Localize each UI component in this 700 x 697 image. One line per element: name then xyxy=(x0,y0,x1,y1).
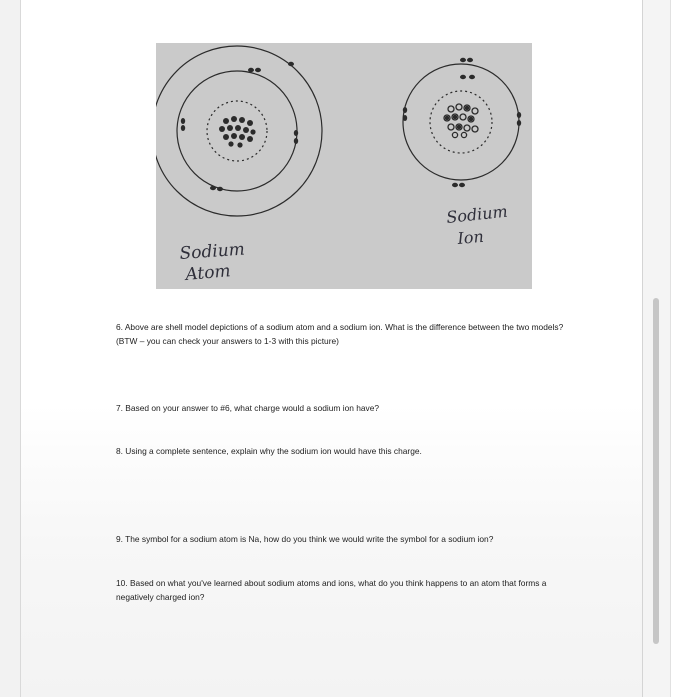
sodium-ion-label-line1: Sodium xyxy=(445,201,509,227)
shell-model-drawing xyxy=(156,43,532,289)
sodium-atom-label-line2: Atom xyxy=(184,261,232,285)
question-8: 8. Using a complete sentence, explain why the sodium ion would have this charge. xyxy=(116,446,422,456)
sodium-atom-label-line1: Sodium xyxy=(178,239,246,264)
question-7: 7. Based on your answer to #6, what charge would a sodium ion have? xyxy=(116,403,380,413)
question-6: 6. Above are shell model depictions of a sodium atom and a sodium ion. What is the difference between the two models? (BTW – you can check your answers to 1-3 with this picture) xyxy=(116,322,564,346)
question-9: 9. The symbol for a sodium atom is Na, how do you think we would write the symbol for a sodium ion? xyxy=(116,534,494,544)
sodium-ion-label-line2: Ion xyxy=(456,226,485,248)
question-10: 10. Based on what you've learned about sodium atoms and ions, what do you think happens to an atom that forms a negatively charged ion? xyxy=(116,578,547,602)
sodium-shell-models-photo xyxy=(156,43,532,289)
scrollbar-thumb[interactable] xyxy=(653,298,659,644)
left-rail xyxy=(0,0,21,697)
right-edge-panel xyxy=(670,0,700,697)
